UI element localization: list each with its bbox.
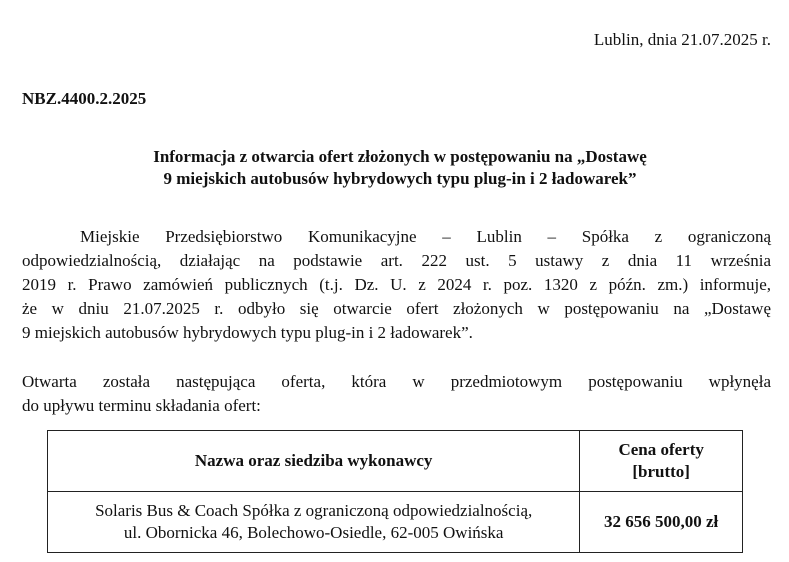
- table-header-row: [48, 431, 743, 492]
- paragraph-line: 9 miejskich autobusów hybrydowych typu plug-in i 2 ładowarek”.: [22, 323, 473, 342]
- place-and-date: Lublin, dnia 21.07.2025 r.: [593, 30, 771, 49]
- paragraph-line: do upływu terminu składania ofert:: [22, 396, 261, 415]
- offers-table: [47, 430, 743, 553]
- paragraph-line: 2019 r. Prawo zamówień publicznych (t.j. Dz. U. z 2024 r. poz. 1320 z późn. zm.) informuje,: [22, 275, 771, 294]
- document-title: [60, 146, 740, 190]
- contractor-name: Solaris Bus & Coach Spółka z ograniczoną odpowiedzialnością,: [95, 501, 533, 520]
- reference-number: NBZ.4400.2.2025: [22, 89, 147, 108]
- header-offer-price-line-1: Cena oferty: [618, 440, 704, 459]
- document-title-line-2: 9 miejskich autobusów hybrydowych typu plug-in i 2 ładowarek”: [163, 169, 637, 188]
- paragraph-line: Otwarta została następująca oferta, która w przedmiotowym postępowaniu wpłynęła: [22, 372, 771, 391]
- header-offer-price-line-2: [brutto]: [632, 462, 690, 481]
- paragraph-line: odpowiedzialnością, działając na podstawie art. 222 ust. 5 ustawy z dnia 11 września: [22, 251, 771, 270]
- body-paragraph-1: [22, 225, 771, 345]
- paragraph-line: że w dniu 21.07.2025 r. odbyło się otwarcie ofert złożonych w postępowaniu na „Dostawę: [22, 299, 771, 318]
- contractor-cell: [48, 492, 580, 553]
- offer-price: 32 656 500,00 zł: [580, 492, 743, 553]
- header-contractor-name: Nazwa oraz siedziba wykonawcy: [48, 431, 580, 492]
- document-title-line-1: Informacja z otwarcia ofert złożonych w postępowaniu na „Dostawę: [153, 147, 647, 166]
- table-row: [48, 492, 743, 553]
- header-offer-price: [580, 431, 743, 492]
- contractor-address: ul. Obornicka 46, Bolechowo-Osiedle, 62-005 Owińska: [123, 523, 504, 542]
- body-paragraph-2: [22, 370, 771, 418]
- paragraph-line: Miejskie Przedsiębiorstwo Komunikacyjne – Lublin – Spółka z ograniczoną: [80, 227, 771, 246]
